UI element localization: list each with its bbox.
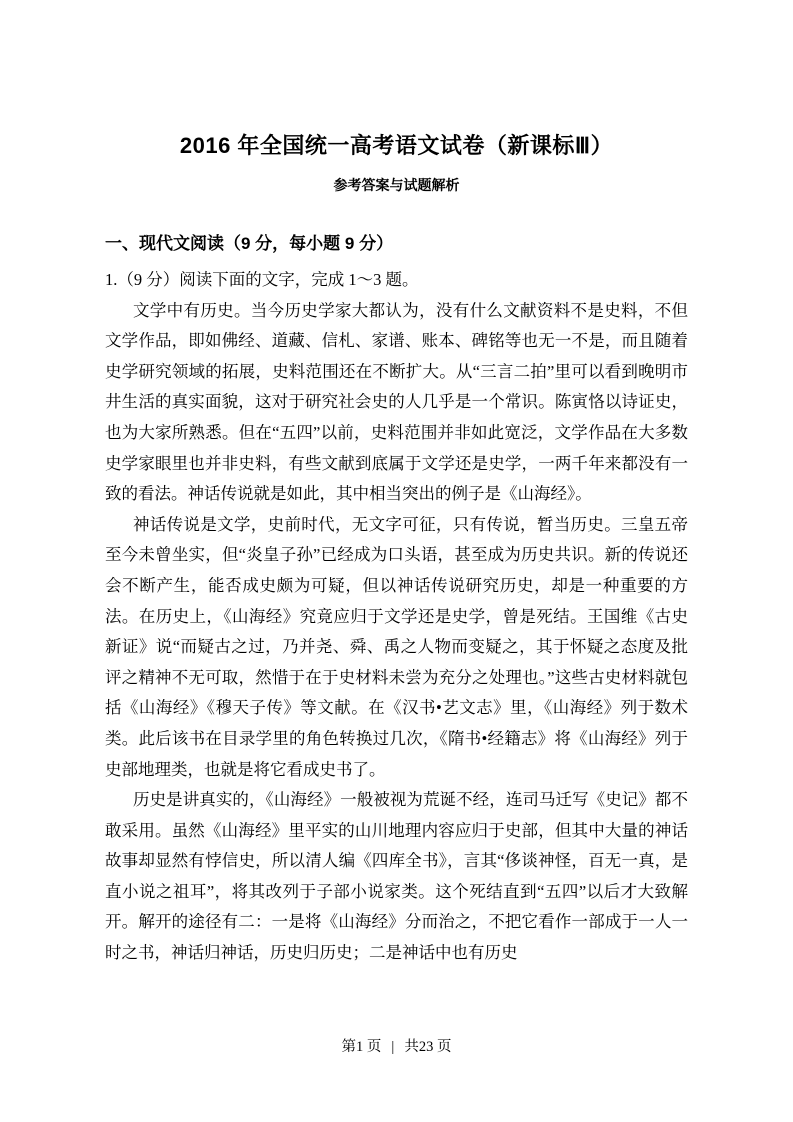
section-heading: 一、现代文阅读（9 分，每小题 9 分） xyxy=(105,234,394,253)
question-intro: 1.（9 分）阅读下面的文字，完成 1～3 题。 xyxy=(105,270,419,289)
paragraph-1: 文学中有历史。当今历史学家大都认为，没有什么文献资料不是史料，不但文学作品，即如佛经、道藏、信札、家谱、账本、碑铭等也无一不是，而且随着史学研究领域的拓展，史料范围还在不断扩大。从“三言二拍”里可以看到晚明市井生活的真实面貌，这对于研究社会史的人几乎是一个常识。陈寅恪以诗证史，也为大家所熟悉。但在“五四”以前，史料范围并非如此宽泛，文学作品在大多数史学家眼里也并非史料，有些文献到底属于文学还是史学，一两千年来都没有一致的看法。神话传说就是如此，其中相当突出的例子是《山海经》。 xyxy=(105,300,688,504)
footer-separator: | xyxy=(391,1039,395,1055)
paragraph-2: 神话传说是文学，史前时代，无文字可征，只有传说，暂当历史。三皇五帝至今未曾坐实，但“炎皇子孙”已经成为口头语，甚至成为历史共识。新的传说还会不断产生，能否成史颇为可疑，但以神话传说研究历史，却是一种重要的方法。在历史上，《山海经》究竟应归于文学还是史学，曾是死结。王国维《古史新证》说“而疑古之过，乃并尧、舜、禹之人物而变疑之，其于怀疑之态度及批评之精神不无可取，然惜于在于史材料未尝为充分之处理也。”这些古史材料就包括《山海经》《穆天子传》等文献。在《汉书•艺文志》里，《山海经》列于数术类。此后该书在目录学里的角色转换过几次，《隋书•经籍志》将《山海经》列于史部地理类，也就是将它看成史书了。 xyxy=(105,514,688,779)
document-subtitle: 参考答案与试题解析 xyxy=(333,177,460,193)
page-footer xyxy=(0,1036,793,1058)
footer-page-number: 第1 页 xyxy=(341,1039,382,1055)
paragraph-3: 历史是讲真实的，《山海经》一般被视为荒诞不经，连司马迁写《史记》都不敢采用。虽然《山海经》里平实的山川地理内容应归于史部，但其中大量的神话故事却显然有悖信史，所以清人编《四库全书》，言其“侈谈神怪，百无一真，是直小说之祖耳”，将其改列于子部小说家类。这个死结直到“五四”以后才大致解开。解开的途径有二：一是将《山海经》分而治之，不把它看作一部成于一人一时之书，神话归神话，历史归历史；二是神话中也有历史 xyxy=(105,790,688,963)
document-body xyxy=(105,265,688,969)
document-title: 2016 年全国统一高考语文试卷（新课标Ⅲ） xyxy=(179,133,614,158)
document-content xyxy=(105,0,688,969)
footer-page-total: 共23 页 xyxy=(404,1039,452,1055)
